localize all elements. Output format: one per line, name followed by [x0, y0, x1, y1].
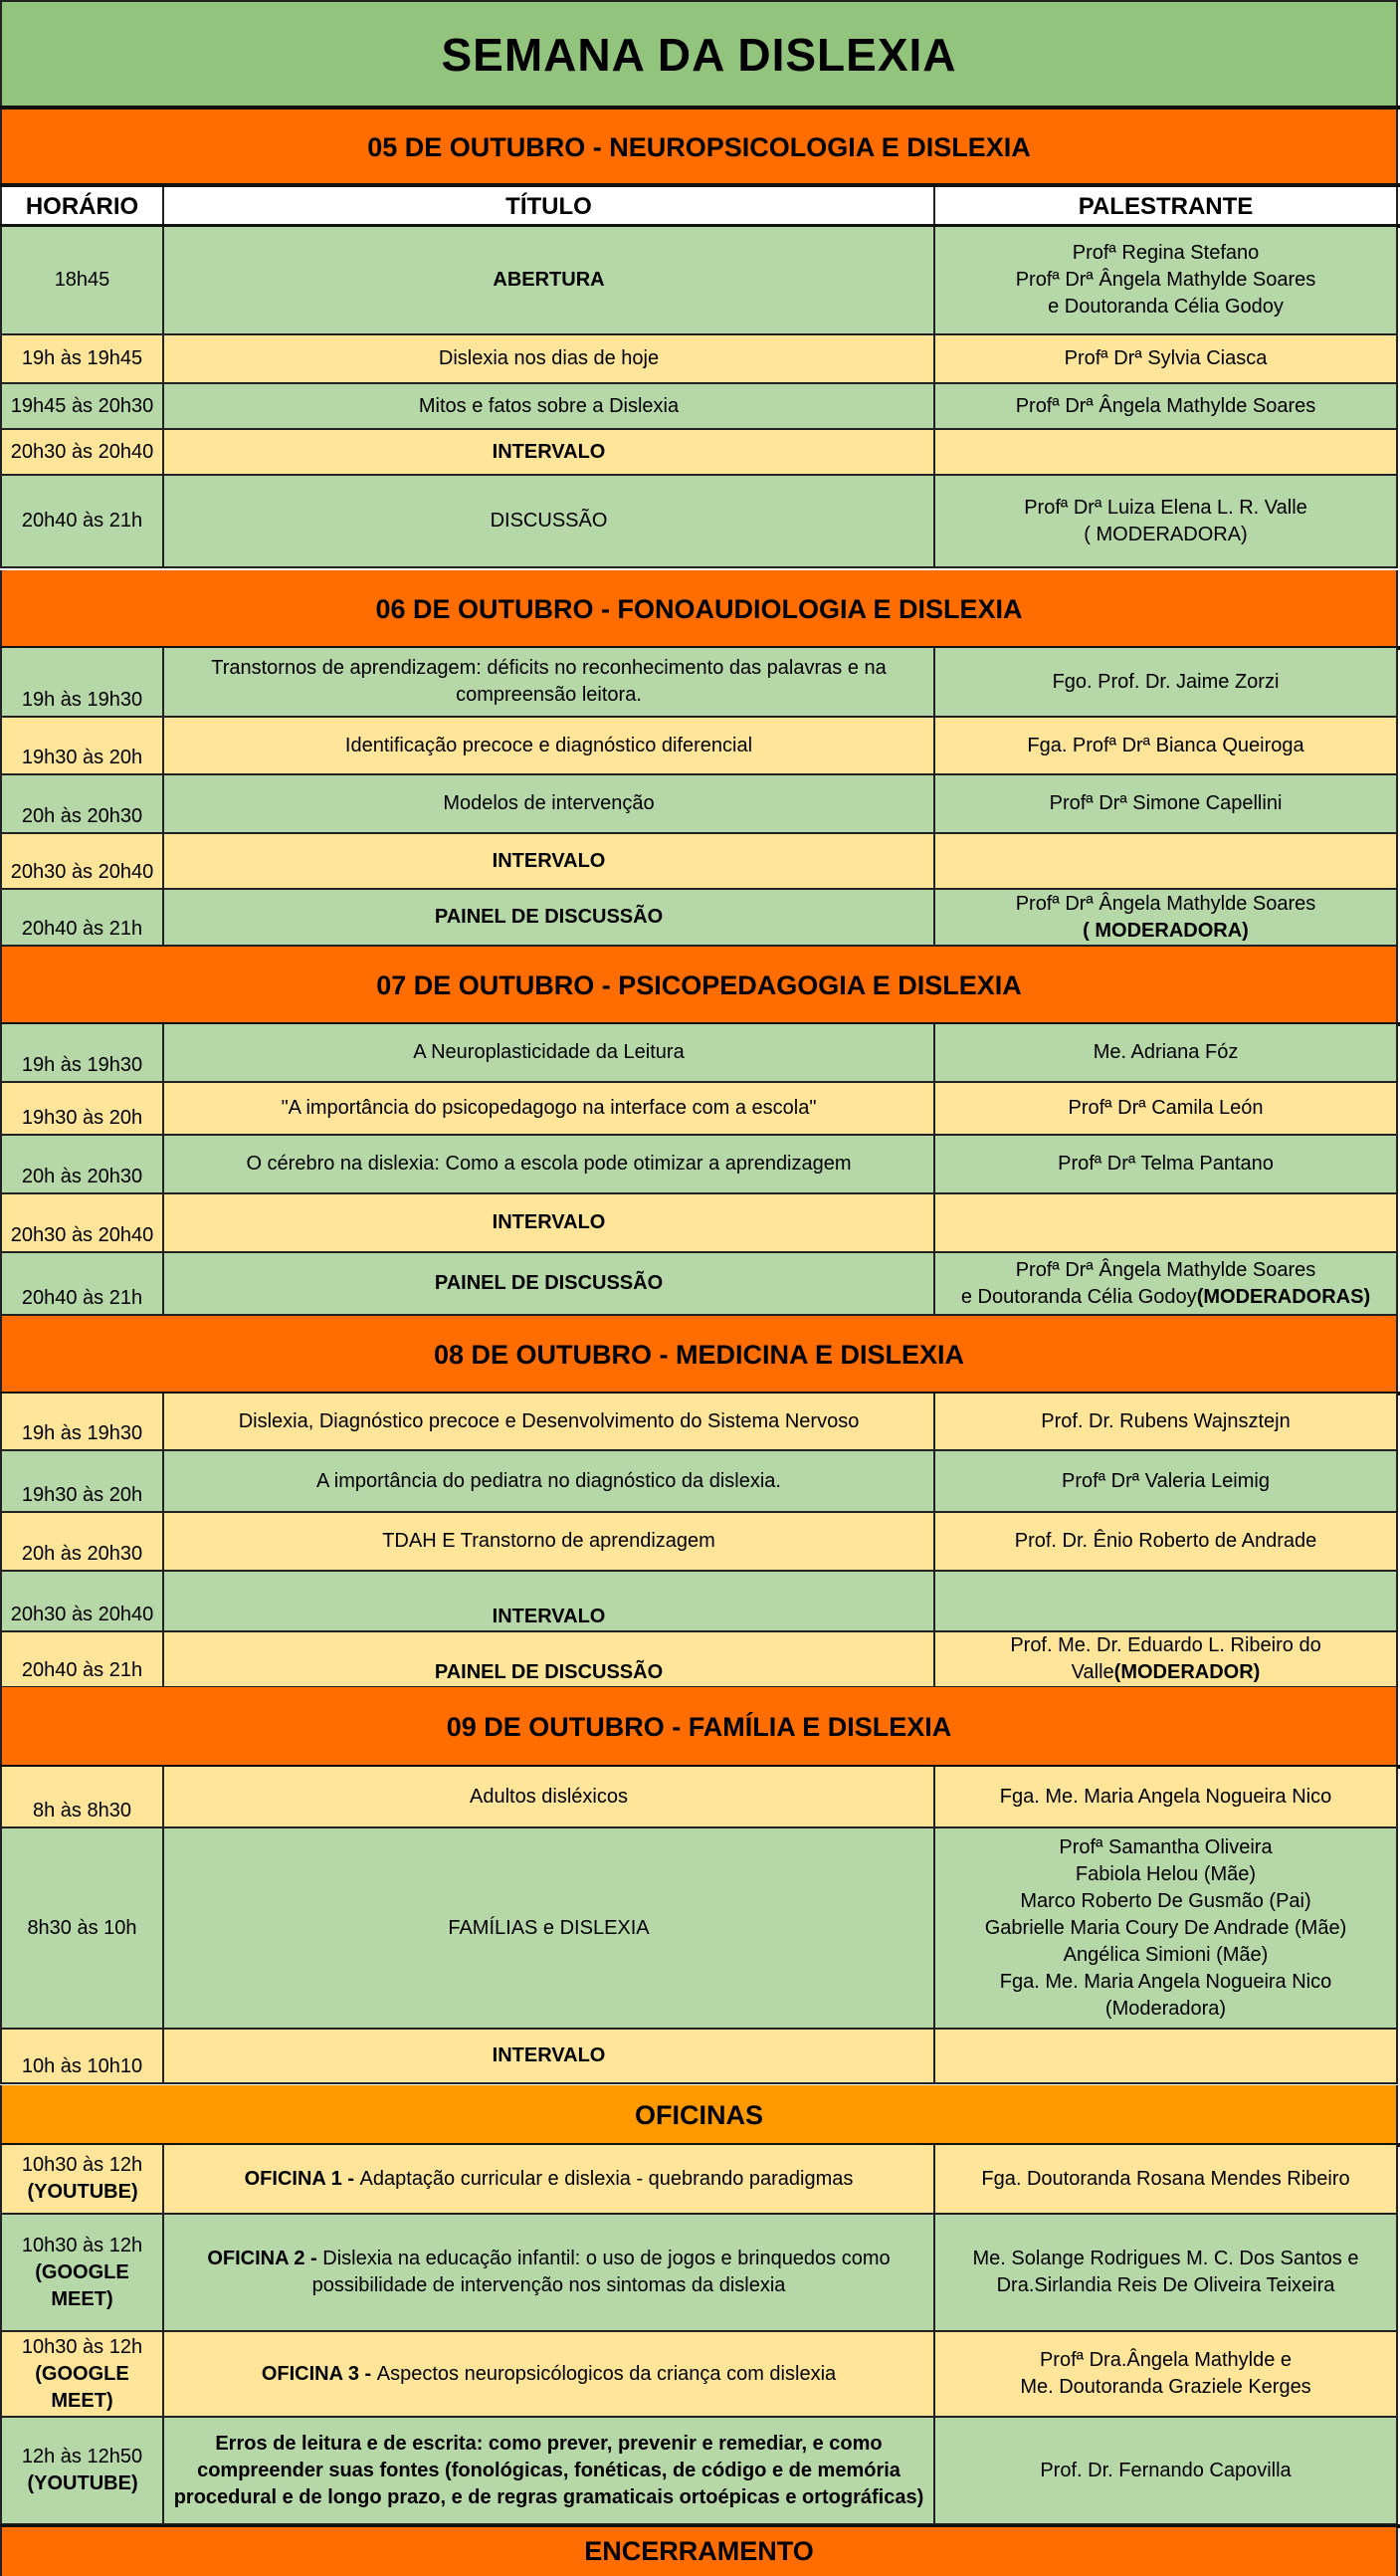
speaker-cell	[935, 1828, 1398, 2030]
speaker-cell	[935, 1083, 1398, 1136]
speaker-name: Profª Drª Ângela Mathylde Soares	[1015, 394, 1316, 417]
time-cell: 20h40 às 21h	[0, 476, 164, 568]
platform-label: (YOUTUBE)	[27, 2472, 138, 2494]
speaker-cell	[935, 2332, 1398, 2418]
speaker-name: Marco Roberto De Gusmão (Pai)	[1020, 1889, 1311, 1912]
speaker-name: Fga. Me. Maria Angela Nogueira Nico	[999, 1970, 1332, 1993]
session-title: Dislexia, Diagnóstico precoce e Desenvolvimento do Sistema Nervoso	[164, 1394, 935, 1451]
speaker-name: Profª Regina Stefano	[1072, 242, 1260, 264]
speaker-cell	[935, 384, 1398, 430]
time-cell	[0, 2332, 164, 2418]
divider	[0, 183, 1400, 187]
time-cell: 20h40 às 21h	[0, 890, 164, 947]
platform-label: (GOOGLE MEET)	[35, 2260, 129, 2310]
speaker-cell	[935, 1632, 1398, 1688]
speaker-name: Prof. Me. Dr. Eduardo L. Ribeiro do	[1010, 1634, 1321, 1656]
session-title: A importância do pediatra no diagnóstico da dislexia.	[164, 1451, 935, 1513]
table-row	[0, 1828, 1398, 2030]
session-title: Identificação precoce e diagnóstico diferencial	[164, 718, 935, 775]
table-row	[0, 1253, 1398, 1316]
session-title: INTERVALO	[164, 1194, 935, 1253]
speaker-name: Me. Doutoranda Graziele Kerges	[1020, 2376, 1311, 2398]
table-row	[0, 1194, 1398, 1253]
workshop-description: Aspectos neuropsicólogicos da criança com dislexia	[376, 2362, 837, 2385]
time-cell: 18h45	[0, 227, 164, 335]
session-title: PAINEL DE DISCUSSÃO	[164, 890, 935, 947]
time-cell: 19h30 às 20h	[0, 1451, 164, 1513]
table-row	[0, 648, 1398, 718]
table-row	[0, 1024, 1398, 1083]
speaker-cell	[935, 430, 1398, 476]
workshop-label: OFICINA 3 -	[261, 2362, 377, 2385]
moderator-tag: ( MODERADORA)	[1083, 919, 1249, 942]
time-cell	[0, 2145, 164, 2215]
speaker-cell	[935, 1136, 1398, 1194]
speaker-name: e Doutoranda Célia Godoy	[1048, 296, 1284, 318]
time-cell: 8h30 às 10h	[0, 1828, 164, 2030]
speaker-name: Fgo. Prof. Dr. Jaime Zorzi	[1052, 670, 1280, 693]
time-cell: 19h30 às 20h	[0, 718, 164, 775]
session-title: INTERVALO	[164, 430, 935, 476]
speaker-name: Profª Drª Sylvia Ciasca	[1064, 347, 1268, 369]
table-row	[0, 430, 1398, 476]
workshop-label: OFICINA 2 -	[207, 2248, 323, 2269]
page-title: SEMANA DA DISLEXIA	[0, 0, 1398, 107]
speaker-name: Valle(MODERADOR)	[1071, 1661, 1261, 1683]
session-title: Adultos disléxicos	[164, 1767, 935, 1828]
speaker-cell	[935, 1572, 1398, 1632]
workshop-title	[164, 2332, 935, 2418]
speaker-cell	[935, 2145, 1398, 2215]
platform-label: (GOOGLE MEET)	[35, 2362, 129, 2412]
day-heading: 08 DE OUTUBRO - MEDICINA E DISLEXIA	[0, 1316, 1398, 1394]
table-row	[0, 1451, 1398, 1513]
speaker-cell	[935, 1024, 1398, 1083]
column-header-speaker: PALESTRANTE	[935, 187, 1398, 227]
session-title: "A importância do psicopedagogo na interface com a escola"	[164, 1083, 935, 1136]
workshop-title-text	[170, 2246, 927, 2299]
speaker-cell	[935, 335, 1398, 384]
workshop-description: Adaptação curricular e dislexia - quebrando paradigmas	[359, 2167, 854, 2190]
time-cell: 20h40 às 21h	[0, 1253, 164, 1316]
table-row	[0, 2418, 1398, 2525]
session-title: FAMÍLIAS e DISLEXIA	[164, 1828, 935, 2030]
table-row	[0, 476, 1398, 568]
workshop-title-text	[262, 2361, 836, 2388]
speaker-name: Fga. Me. Maria Angela Nogueira Nico	[999, 1785, 1332, 1808]
closing-heading: ENCERRAMENTO	[0, 2527, 1398, 2576]
session-title: Transtornos de aprendizagem: déficits no reconhecimento das palavras e na compreensão leitora.	[164, 648, 935, 718]
speaker-cell	[935, 648, 1398, 718]
session-title: TDAH E Transtorno de aprendizagem	[164, 1513, 935, 1572]
session-title: INTERVALO	[164, 834, 935, 890]
time-text: 10h30 às 12h	[21, 2335, 143, 2358]
session-title: ABERTURA	[164, 227, 935, 335]
speaker-name: Dra.Sirlandia Reis De Oliveira Teixeira	[996, 2274, 1335, 2296]
workshop-title	[164, 2145, 935, 2215]
table-row	[0, 1136, 1398, 1194]
speaker-cell	[935, 1767, 1398, 1828]
workshop-title-text	[245, 2166, 854, 2193]
time-cell: 20h40 às 21h	[0, 1632, 164, 1688]
speaker-name: Profª Drª Ângela Mathylde Soares	[1015, 269, 1316, 291]
speaker-cell	[935, 718, 1398, 775]
speaker-name: Profª Drª Telma Pantano	[1058, 1153, 1274, 1175]
speaker-name: Profª Drª Camila León	[1068, 1097, 1264, 1119]
speaker-name: Me. Adriana Fóz	[1093, 1041, 1239, 1063]
speaker-cell	[935, 1513, 1398, 1572]
speaker-name: Prof. Dr. Fernando Capovilla	[1040, 2459, 1292, 2481]
day-heading: 06 DE OUTUBRO - FONOAUDIOLOGIA E DISLEXIA	[0, 570, 1398, 648]
table-row	[0, 1632, 1398, 1687]
speaker-cell	[935, 1253, 1398, 1316]
speaker-name: Fabiola Helou (Mãe)	[1075, 1862, 1257, 1885]
time-cell: 20h às 20h30	[0, 775, 164, 834]
speaker-cell	[935, 227, 1398, 335]
table-row	[0, 834, 1398, 890]
speaker-cell	[935, 2418, 1398, 2525]
table-row	[0, 1394, 1398, 1451]
session-title: O cérebro na dislexia: Como a escola pode otimizar a aprendizagem	[164, 1136, 935, 1194]
session-title: INTERVALO	[164, 1572, 935, 1632]
speaker-name: Me. Solange Rodrigues M. C. Dos Santos e	[972, 2248, 1359, 2269]
table-row	[0, 1767, 1398, 1828]
moderator-tag: (MODERADORAS)	[1196, 1285, 1371, 1308]
session-title: PAINEL DE DISCUSSÃO	[164, 1632, 935, 1688]
column-header-title: TÍTULO	[164, 187, 935, 227]
time-cell: 20h30 às 20h40	[0, 1194, 164, 1253]
speaker-cell	[935, 2215, 1398, 2332]
workshop-title-text	[170, 2431, 927, 2511]
time-cell: 19h30 às 20h	[0, 1083, 164, 1136]
column-header-row	[0, 187, 1398, 227]
speaker-name: Profª Dra.Ângela Mathylde e	[1039, 2349, 1293, 2371]
table-row	[0, 1513, 1398, 1572]
speaker-name: Angélica Simioni (Mãe)	[1063, 1943, 1269, 1966]
speaker-cell	[935, 775, 1398, 834]
time-text: 10h30 às 12h	[21, 2154, 143, 2176]
speaker-name: Fga. Profª Drª Bianca Queiroga	[1027, 734, 1304, 756]
time-text: 12h às 12h50	[21, 2446, 143, 2468]
speaker-name: Profª Drª Luiza Elena L. R. Valle	[1024, 496, 1307, 519]
speaker-name: Prof. Dr. Rubens Wajnsztejn	[1041, 1409, 1291, 1432]
platform-label: (YOUTUBE)	[27, 2181, 138, 2203]
speaker-name: Profª Drª Ângela Mathylde Soares	[1015, 892, 1316, 915]
time-cell: 19h às 19h30	[0, 648, 164, 718]
speaker-cell	[935, 1394, 1398, 1451]
moderator-tag: (MODERADOR)	[1113, 1661, 1261, 1683]
speaker-cell	[935, 890, 1398, 947]
time-cell: 19h45 às 20h30	[0, 384, 164, 430]
time-cell: 19h às 19h45	[0, 335, 164, 384]
workshop-description: Erros de leitura e de escrita: como prever, prevenir e remediar, e como compreender suas fontes (fonológicas, fonéticas, de código e de memória procedural e de longo prazo, e de regras gramaticais ortoépicas e ortográficas)	[173, 2432, 924, 2508]
table-row	[0, 775, 1398, 834]
time-cell: 19h às 19h30	[0, 1394, 164, 1451]
speaker-name: Fga. Doutoranda Rosana Mendes Ribeiro	[981, 2167, 1350, 2190]
workshops-heading: OFICINAS	[0, 2085, 1398, 2145]
table-row	[0, 1572, 1398, 1632]
speaker-name: Gabrielle Maria Coury De Andrade (Mãe)	[984, 1916, 1347, 1939]
table-row	[0, 2215, 1398, 2332]
time-cell: 20h às 20h30	[0, 1513, 164, 1572]
day-heading: 07 DE OUTUBRO - PSICOPEDAGOGIA E DISLEXIA	[0, 947, 1398, 1024]
table-row	[0, 227, 1398, 335]
session-title: Modelos de intervenção	[164, 775, 935, 834]
table-row	[0, 1083, 1398, 1136]
speaker-name: Profª Drª Valeria Leimig	[1062, 1469, 1270, 1492]
time-cell: 10h às 10h10	[0, 2030, 164, 2084]
speaker-name: Prof. Dr. Ênio Roberto de Andrade	[1014, 1530, 1317, 1552]
speaker-cell	[935, 1451, 1398, 1513]
speaker-name: e Doutoranda Célia Godoy(MODERADORAS)	[960, 1285, 1371, 1308]
workshop-description: Dislexia na educação infantil: o uso de jogos e brinquedos como possibilidade de intervenção nos sintomas da dislexia	[311, 2248, 891, 2296]
day-heading: 05 DE OUTUBRO - NEUROPSICOLOGIA E DISLEXIA	[0, 109, 1398, 185]
speaker-cell	[935, 834, 1398, 890]
session-title: INTERVALO	[164, 2030, 935, 2084]
table-row	[0, 2030, 1398, 2084]
session-title: PAINEL DE DISCUSSÃO	[164, 1253, 935, 1316]
day-heading: 09 DE OUTUBRO - FAMÍLIA E DISLEXIA	[0, 1687, 1398, 1767]
speaker-name: Profª Samantha Oliveira	[1059, 1835, 1273, 1858]
speaker-name: Profª Drª Simone Capellini	[1049, 792, 1283, 814]
speaker-cell	[935, 476, 1398, 568]
table-row	[0, 2332, 1398, 2418]
column-header-time: HORÁRIO	[0, 187, 164, 227]
workshop-label: OFICINA 1 -	[244, 2167, 360, 2190]
workshop-title	[164, 2418, 935, 2525]
table-row	[0, 384, 1398, 430]
table-row	[0, 2145, 1398, 2215]
session-title: DISCUSSÃO	[164, 476, 935, 568]
speaker-cell	[935, 1194, 1398, 1253]
table-row	[0, 718, 1398, 775]
time-cell: 20h30 às 20h40	[0, 1572, 164, 1632]
time-cell: 20h30 às 20h40	[0, 834, 164, 890]
time-cell	[0, 2418, 164, 2525]
table-row	[0, 335, 1398, 384]
time-cell: 8h às 8h30	[0, 1767, 164, 1828]
time-text: 10h30 às 12h	[21, 2234, 143, 2256]
time-cell: 20h30 às 20h40	[0, 430, 164, 476]
speaker-name: (Moderadora)	[1104, 1997, 1227, 2020]
session-title: Mitos e fatos sobre a Dislexia	[164, 384, 935, 430]
session-title: A Neuroplasticidade da Leitura	[164, 1024, 935, 1083]
time-cell	[0, 2215, 164, 2332]
speaker-cell	[935, 2030, 1398, 2084]
session-title: Dislexia nos dias de hoje	[164, 335, 935, 384]
table-row	[0, 890, 1398, 947]
speaker-name: Profª Drª Ângela Mathylde Soares	[1015, 1258, 1316, 1281]
speaker-name: ( MODERADORA)	[1084, 523, 1248, 545]
time-cell: 19h às 19h30	[0, 1024, 164, 1083]
time-cell: 20h às 20h30	[0, 1136, 164, 1194]
workshop-title	[164, 2215, 935, 2332]
